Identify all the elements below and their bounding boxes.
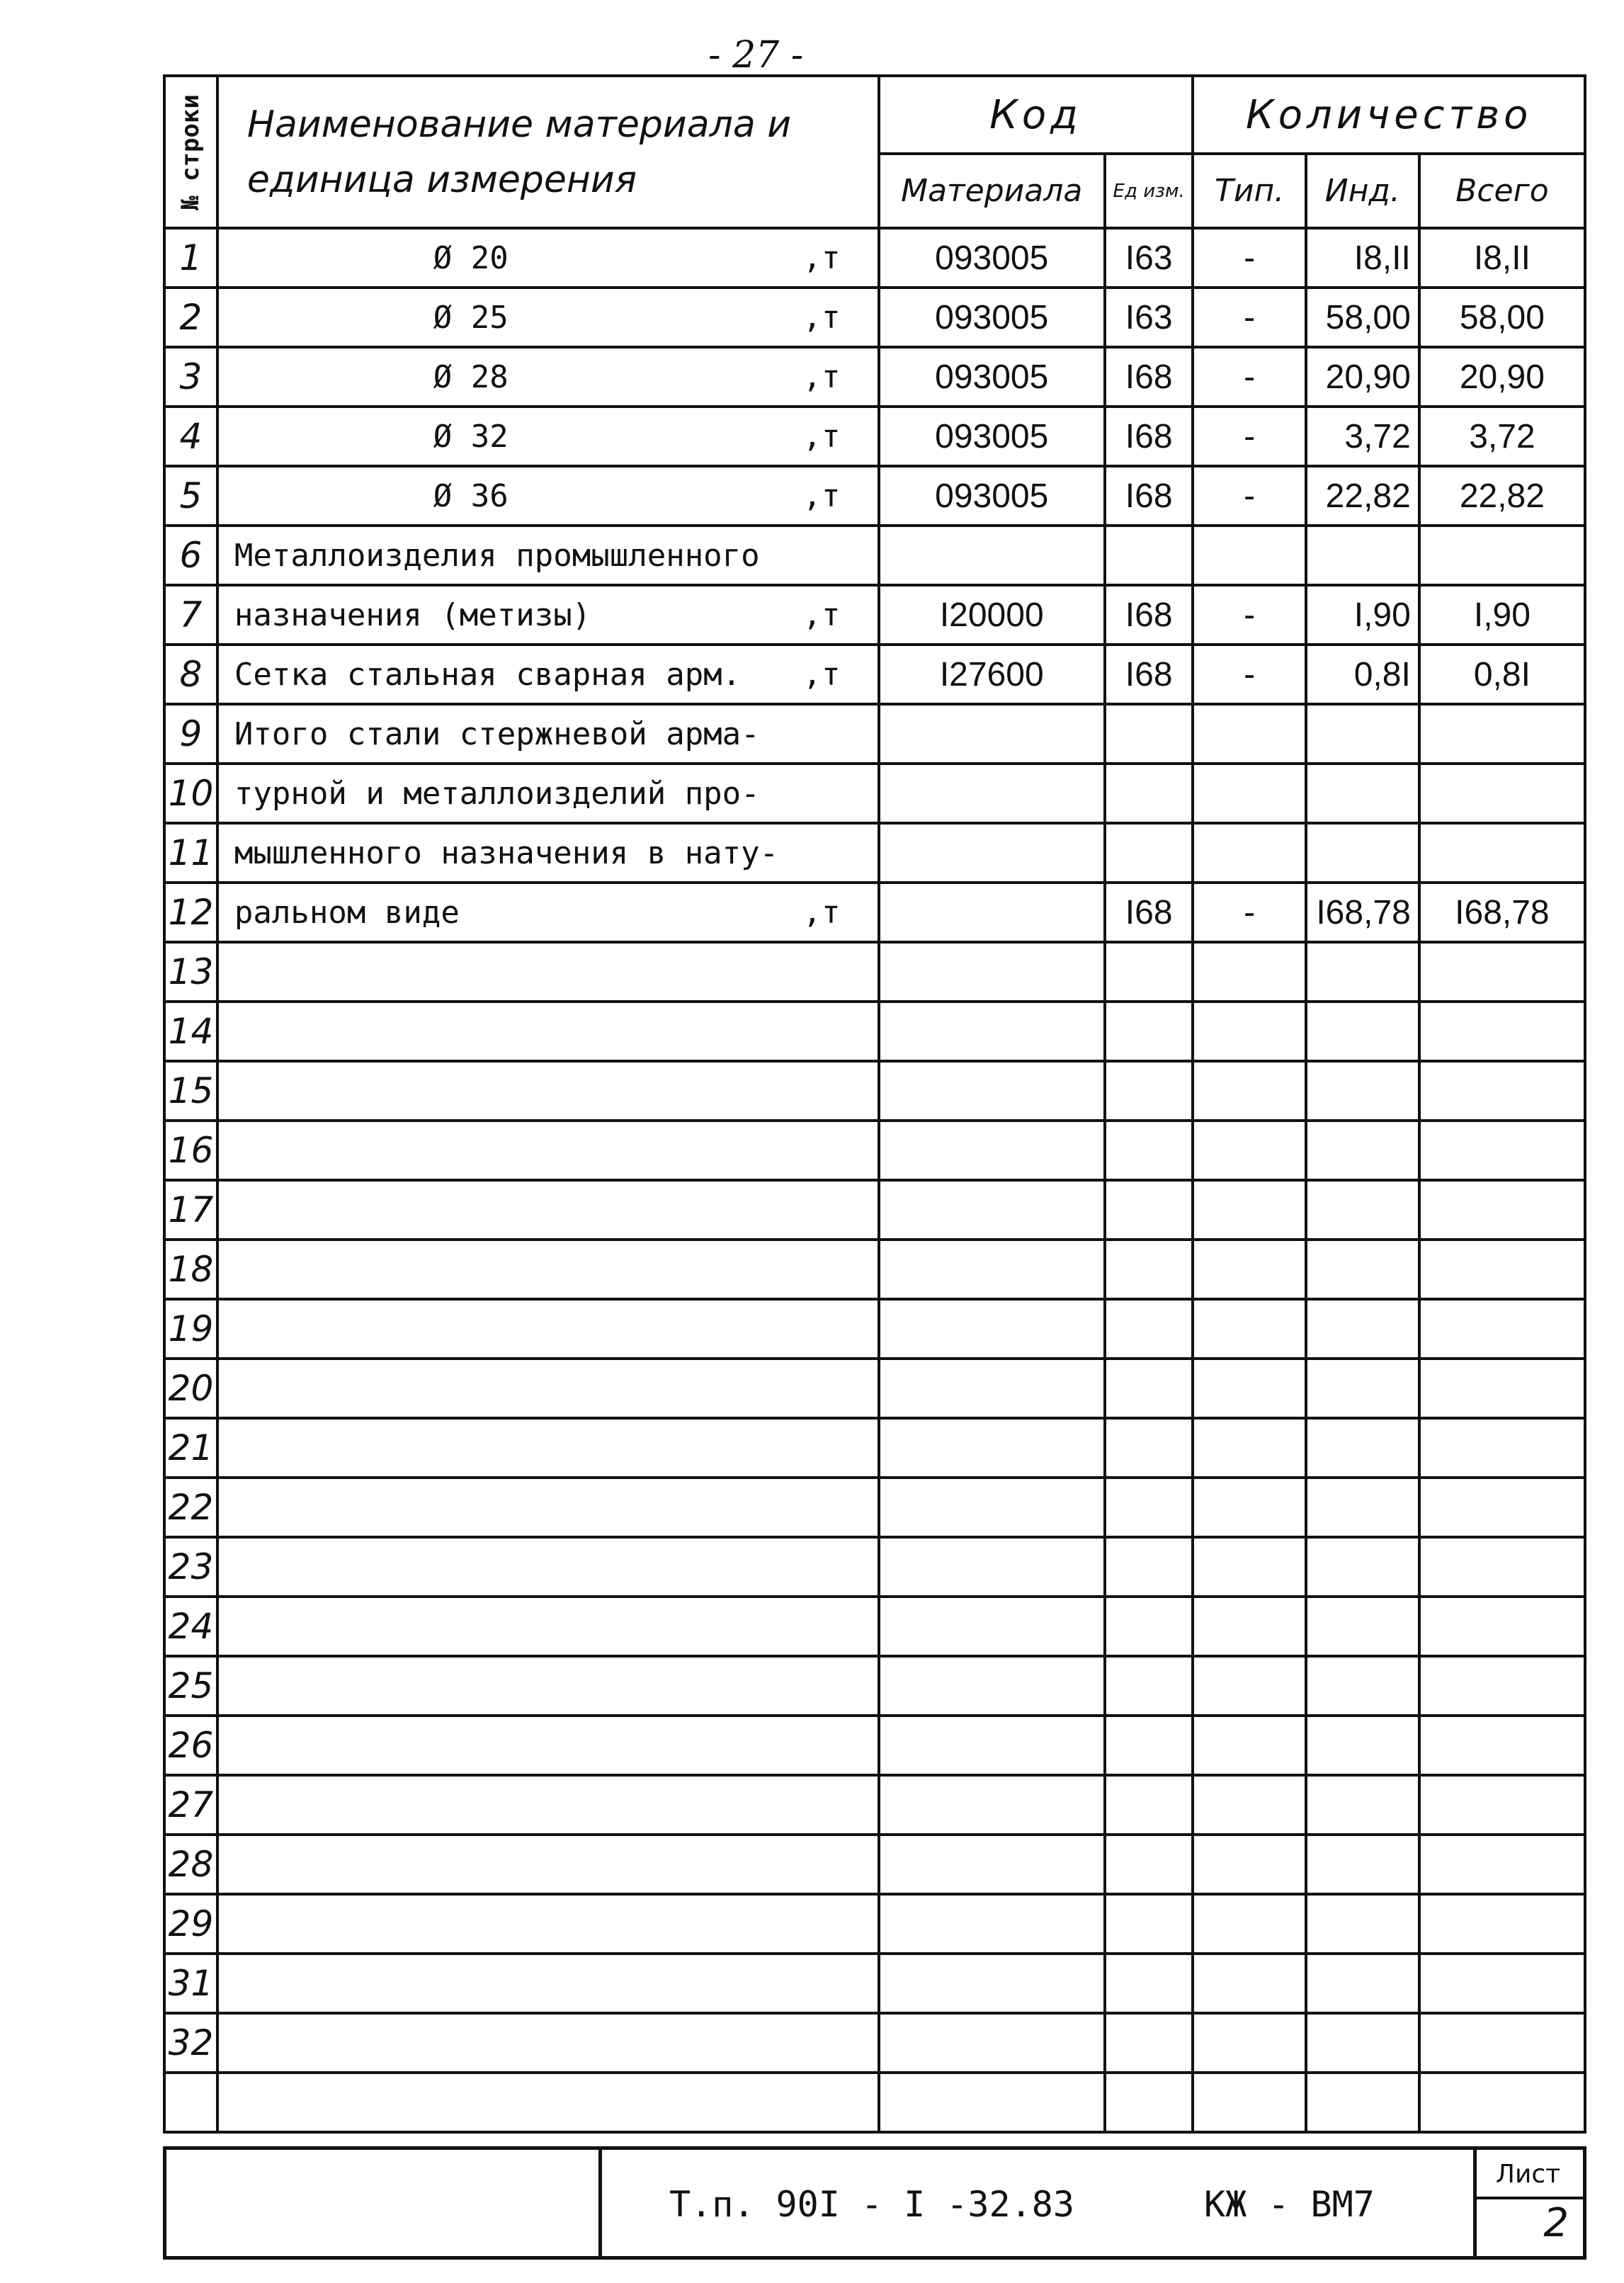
material-unit: ,т (802, 596, 841, 633)
unit-code (1105, 1835, 1193, 1894)
qty-ind (1306, 764, 1419, 823)
qty-ind (1306, 1240, 1419, 1299)
material-name-cell (217, 1359, 879, 1418)
unit-code: I63 (1105, 288, 1193, 347)
table-row (164, 764, 1585, 823)
material-name-cell (217, 2073, 879, 2132)
unit-code (1105, 1656, 1193, 1716)
row-number: 13 (164, 942, 217, 1002)
qty-ind (1306, 1061, 1419, 1121)
unit-code (1105, 704, 1193, 764)
qty-ind-header: Инд. (1306, 154, 1419, 228)
material-name-cell (217, 1954, 879, 2013)
qty-typ (1193, 1240, 1306, 1299)
qty-ind (1306, 1002, 1419, 1061)
material-name-cell (217, 1894, 879, 1954)
material-name-cell (217, 585, 879, 645)
qty-ind (1306, 526, 1419, 585)
table-row (164, 1775, 1585, 1835)
qty-total (1419, 1656, 1585, 1716)
material-code: 093005 (879, 228, 1105, 288)
qty-total (1419, 1121, 1585, 1180)
table-row (164, 1418, 1585, 1478)
material-code (879, 1180, 1105, 1240)
unit-code (1105, 823, 1193, 883)
qty-total (1419, 1716, 1585, 1775)
qty-total: I68,78 (1419, 883, 1585, 942)
qty-typ (1193, 1478, 1306, 1537)
qty-total (1419, 1002, 1585, 1061)
material-name-cell (217, 1121, 879, 1180)
unit-code (1105, 942, 1193, 1002)
unit-code (1105, 1775, 1193, 1835)
qty-total (1419, 1597, 1585, 1656)
unit-code: I63 (1105, 228, 1193, 288)
qty-ind (1306, 1121, 1419, 1180)
material-unit: ,т (802, 418, 841, 455)
qty-typ: - (1193, 407, 1306, 466)
code-group-header: Код (879, 76, 1193, 154)
material-unit: ,т (802, 299, 841, 336)
qty-typ (1193, 1299, 1306, 1359)
material-name: Сетка стальная сварная арм. (234, 656, 742, 693)
materials-table-body (164, 228, 1585, 2132)
material-name-cell (217, 2013, 879, 2073)
material-code (879, 823, 1105, 883)
document-code: Т.п. 90I - I -32.83 (669, 2184, 1074, 2225)
material-code (879, 1121, 1105, 1180)
table-row (164, 883, 1585, 942)
unit-code (1105, 1537, 1193, 1597)
row-number: 32 (164, 2013, 217, 2073)
material-name-cell (217, 1240, 879, 1299)
qty-ind: 3,72 (1306, 407, 1419, 466)
row-number: 23 (164, 1537, 217, 1597)
row-number: 28 (164, 1835, 217, 1894)
qty-total: 20,90 (1419, 347, 1585, 407)
row-number: 18 (164, 1240, 217, 1299)
qty-typ (1193, 764, 1306, 823)
material-name-cell (217, 1299, 879, 1359)
row-number: 2 (164, 288, 217, 347)
table-row (164, 1716, 1585, 1775)
table-row (164, 466, 1585, 526)
table-row (164, 1299, 1585, 1359)
unit-code (1105, 2013, 1193, 2073)
qty-total (1419, 704, 1585, 764)
unit-code (1105, 1299, 1193, 1359)
material-code (879, 883, 1105, 942)
qty-total: 0,8I (1419, 645, 1585, 704)
material-name-cell (217, 704, 879, 764)
material-name: Ø 20 (433, 239, 509, 276)
material-code (879, 2073, 1105, 2132)
material-name-cell (217, 1597, 879, 1656)
qty-ind (1306, 704, 1419, 764)
material-code (879, 1537, 1105, 1597)
material-name: Итого стали стержневой арма- (234, 715, 760, 752)
table-row (164, 2013, 1585, 2073)
material-name-cell (217, 526, 879, 585)
material-name-cell (217, 1716, 879, 1775)
material-name: ральном виде (234, 894, 460, 931)
qty-typ (1193, 1716, 1306, 1775)
qty-total (1419, 942, 1585, 1002)
qty-typ-header: Тип. (1193, 154, 1306, 228)
qty-typ (1193, 1002, 1306, 1061)
unit-code (1105, 1359, 1193, 1418)
table-row (164, 645, 1585, 704)
unit-code (1105, 1240, 1193, 1299)
qty-total (1419, 1061, 1585, 1121)
row-number (164, 2073, 217, 2132)
row-number: 20 (164, 1359, 217, 1418)
qty-ind (1306, 942, 1419, 1002)
qty-typ (1193, 2073, 1306, 2132)
row-number: 19 (164, 1299, 217, 1359)
unit-code: I68 (1105, 347, 1193, 407)
material-code (879, 1835, 1105, 1894)
material-code (879, 1240, 1105, 1299)
unit-code: I68 (1105, 645, 1193, 704)
row-number: 12 (164, 883, 217, 942)
qty-typ (1193, 1835, 1306, 1894)
qty-total (1419, 1180, 1585, 1240)
qty-typ: - (1193, 645, 1306, 704)
qty-total (1419, 1359, 1585, 1418)
qty-typ (1193, 1359, 1306, 1418)
material-name-cell (217, 407, 879, 466)
row-number: 5 (164, 466, 217, 526)
qty-ind: I68,78 (1306, 883, 1419, 942)
table-row (164, 1002, 1585, 1061)
material-code (879, 1894, 1105, 1954)
qty-typ (1193, 526, 1306, 585)
table-row (164, 823, 1585, 883)
qty-total: 22,82 (1419, 466, 1585, 526)
material-code (879, 1597, 1105, 1656)
unit-code: I68 (1105, 585, 1193, 645)
qty-typ (1193, 1418, 1306, 1478)
material-code: 093005 (879, 288, 1105, 347)
qty-ind (1306, 1894, 1419, 1954)
unit-code (1105, 1894, 1193, 1954)
row-number: 7 (164, 585, 217, 645)
table-row (164, 1180, 1585, 1240)
material-sheet (163, 74, 1586, 2260)
row-number: 4 (164, 407, 217, 466)
material-code: 093005 (879, 466, 1105, 526)
row-number: 25 (164, 1656, 217, 1716)
material-name-cell (217, 1537, 879, 1597)
qty-typ (1193, 942, 1306, 1002)
material-name-cell (217, 764, 879, 823)
row-number-header: № строки (164, 76, 217, 228)
qty-total (1419, 1240, 1585, 1299)
material-name-cell (217, 1061, 879, 1121)
table-row (164, 228, 1585, 288)
table-row (164, 1954, 1585, 2013)
title-block (163, 2146, 1586, 2260)
table-row (164, 407, 1585, 466)
qty-typ (1193, 1061, 1306, 1121)
qty-typ (1193, 1537, 1306, 1597)
material-unit: ,т (802, 358, 841, 395)
table-row (164, 1478, 1585, 1537)
page-number: - 27 - (708, 34, 804, 77)
qty-total (1419, 526, 1585, 585)
table-row (164, 1061, 1585, 1121)
material-name: Ø 25 (433, 299, 509, 336)
row-number: 21 (164, 1418, 217, 1478)
sheet-number: 2 (1543, 2200, 1569, 2246)
qty-typ: - (1193, 228, 1306, 288)
qty-total-header: Всего (1419, 154, 1585, 228)
material-name-cell (217, 288, 879, 347)
qty-total (1419, 1537, 1585, 1597)
qty-total (1419, 1775, 1585, 1835)
material-name: турной и металлоизделий про- (234, 775, 760, 812)
material-code (879, 1418, 1105, 1478)
material-name-cell (217, 1775, 879, 1835)
row-number: 6 (164, 526, 217, 585)
table-row (164, 526, 1585, 585)
qty-ind (1306, 1835, 1419, 1894)
table-row (164, 288, 1585, 347)
material-code (879, 2013, 1105, 2073)
sheet-label: Лист (1473, 2150, 1583, 2199)
qty-typ (1193, 1597, 1306, 1656)
qty-ind: 58,00 (1306, 288, 1419, 347)
qty-ind (1306, 2073, 1419, 2132)
material-code: 093005 (879, 407, 1105, 466)
code-material-header: Материала (879, 154, 1105, 228)
material-code (879, 1002, 1105, 1061)
unit-code (1105, 1180, 1193, 1240)
qty-total (1419, 1418, 1585, 1478)
qty-total: 58,00 (1419, 288, 1585, 347)
table-row (164, 347, 1585, 407)
qty-typ: - (1193, 288, 1306, 347)
qty-ind (1306, 1299, 1419, 1359)
qty-total: I8,II (1419, 228, 1585, 288)
unit-code: I68 (1105, 407, 1193, 466)
material-code (879, 1775, 1105, 1835)
unit-code: I68 (1105, 883, 1193, 942)
qty-total (1419, 1894, 1585, 1954)
qty-ind: 22,82 (1306, 466, 1419, 526)
table-row (164, 1537, 1585, 1597)
material-name-cell (217, 645, 879, 704)
material-name: мышленного назначения в нату- (234, 834, 779, 871)
table-row (164, 1359, 1585, 1418)
qty-ind: 0,8I (1306, 645, 1419, 704)
qty-total (1419, 823, 1585, 883)
row-number: 1 (164, 228, 217, 288)
unit-code (1105, 764, 1193, 823)
qty-ind (1306, 1775, 1419, 1835)
row-number: 29 (164, 1894, 217, 1954)
unit-code (1105, 1597, 1193, 1656)
row-number: 27 (164, 1775, 217, 1835)
unit-code (1105, 1418, 1193, 1478)
unit-code (1105, 1716, 1193, 1775)
material-code (879, 764, 1105, 823)
qty-typ (1193, 1656, 1306, 1716)
row-number: 24 (164, 1597, 217, 1656)
code-unit-header: Ед изм. (1105, 154, 1193, 228)
qty-typ (1193, 1121, 1306, 1180)
material-name-cell (217, 466, 879, 526)
qty-total (1419, 1478, 1585, 1537)
qty-typ: - (1193, 585, 1306, 645)
qty-ind (1306, 1954, 1419, 2013)
material-code: 093005 (879, 347, 1105, 407)
qty-ind (1306, 1359, 1419, 1418)
material-unit: ,т (802, 894, 841, 931)
qty-typ (1193, 2013, 1306, 2073)
material-name-cell (217, 347, 879, 407)
row-number: 26 (164, 1716, 217, 1775)
material-name: Ø 32 (433, 418, 509, 455)
qty-ind: I,90 (1306, 585, 1419, 645)
material-code (879, 1478, 1105, 1537)
qty-typ (1193, 1954, 1306, 2013)
qty-total (1419, 2073, 1585, 2132)
table-row (164, 2073, 1585, 2132)
table-row (164, 1240, 1585, 1299)
qty-ind (1306, 1656, 1419, 1716)
drawing-mark: КЖ - ВМ7 (1204, 2184, 1375, 2225)
material-unit: ,т (802, 239, 841, 276)
table-row (164, 1597, 1585, 1656)
material-name-cell (217, 1418, 879, 1478)
qty-ind (1306, 1180, 1419, 1240)
qty-total (1419, 2013, 1585, 2073)
material-name: назначения (метизы) (234, 596, 591, 633)
qty-total (1419, 1299, 1585, 1359)
qty-total (1419, 764, 1585, 823)
material-name-cell (217, 1002, 879, 1061)
material-unit: ,т (802, 477, 841, 514)
row-number: 9 (164, 704, 217, 764)
unit-code (1105, 1002, 1193, 1061)
material-code (879, 1299, 1105, 1359)
table-row (164, 1656, 1585, 1716)
qty-total: I,90 (1419, 585, 1585, 645)
unit-code (1105, 1954, 1193, 2013)
qty-ind (1306, 1418, 1419, 1478)
material-name-cell (217, 1478, 879, 1537)
title-block-designation (598, 2150, 1477, 2256)
material-name: Ø 28 (433, 358, 509, 395)
material-name-cell (217, 883, 879, 942)
qty-typ: - (1193, 883, 1306, 942)
row-number: 15 (164, 1061, 217, 1121)
qty-typ: - (1193, 466, 1306, 526)
unit-code (1105, 1061, 1193, 1121)
row-number: 11 (164, 823, 217, 883)
material-name: Металлоизделия промышленного (234, 537, 760, 574)
material-name-cell (217, 1656, 879, 1716)
materials-table (163, 74, 1586, 2134)
table-row (164, 1835, 1585, 1894)
quantity-group-header: Количество (1193, 76, 1585, 154)
material-code (879, 1656, 1105, 1716)
row-number: 17 (164, 1180, 217, 1240)
material-name-cell (217, 823, 879, 883)
qty-ind (1306, 823, 1419, 883)
qty-ind (1306, 1597, 1419, 1656)
material-name-cell (217, 1835, 879, 1894)
material-name-cell (217, 1180, 879, 1240)
unit-code (1105, 2073, 1193, 2132)
unit-code: I68 (1105, 466, 1193, 526)
table-row (164, 1894, 1585, 1954)
material-code: I27600 (879, 645, 1105, 704)
material-name-cell (217, 942, 879, 1002)
row-number: 10 (164, 764, 217, 823)
table-row (164, 585, 1585, 645)
qty-ind (1306, 1716, 1419, 1775)
row-number: 3 (164, 347, 217, 407)
material-code (879, 1359, 1105, 1418)
row-number: 16 (164, 1121, 217, 1180)
material-code: I20000 (879, 585, 1105, 645)
material-code (879, 1061, 1105, 1121)
table-row (164, 704, 1585, 764)
qty-typ (1193, 1180, 1306, 1240)
row-number: 14 (164, 1002, 217, 1061)
qty-typ: - (1193, 347, 1306, 407)
material-unit: ,т (802, 656, 841, 693)
row-number: 31 (164, 1954, 217, 2013)
qty-ind: 20,90 (1306, 347, 1419, 407)
unit-code (1105, 526, 1193, 585)
row-number: 8 (164, 645, 217, 704)
material-name-header: Наименование материала и единица измерения (217, 76, 879, 228)
material-name: Ø 36 (433, 477, 509, 514)
row-number: 22 (164, 1478, 217, 1537)
qty-typ (1193, 1775, 1306, 1835)
unit-code (1105, 1121, 1193, 1180)
material-code (879, 1954, 1105, 2013)
material-code (879, 526, 1105, 585)
table-row (164, 1121, 1585, 1180)
material-code (879, 942, 1105, 1002)
material-code (879, 1716, 1105, 1775)
qty-total (1419, 1954, 1585, 2013)
qty-typ (1193, 823, 1306, 883)
table-row (164, 942, 1585, 1002)
qty-ind (1306, 1478, 1419, 1537)
qty-typ (1193, 704, 1306, 764)
qty-total (1419, 1835, 1585, 1894)
material-code (879, 704, 1105, 764)
qty-typ (1193, 1894, 1306, 1954)
qty-ind: I8,II (1306, 228, 1419, 288)
qty-ind (1306, 1537, 1419, 1597)
material-name-cell (217, 228, 879, 288)
qty-total: 3,72 (1419, 407, 1585, 466)
unit-code (1105, 1478, 1193, 1537)
qty-ind (1306, 2013, 1419, 2073)
